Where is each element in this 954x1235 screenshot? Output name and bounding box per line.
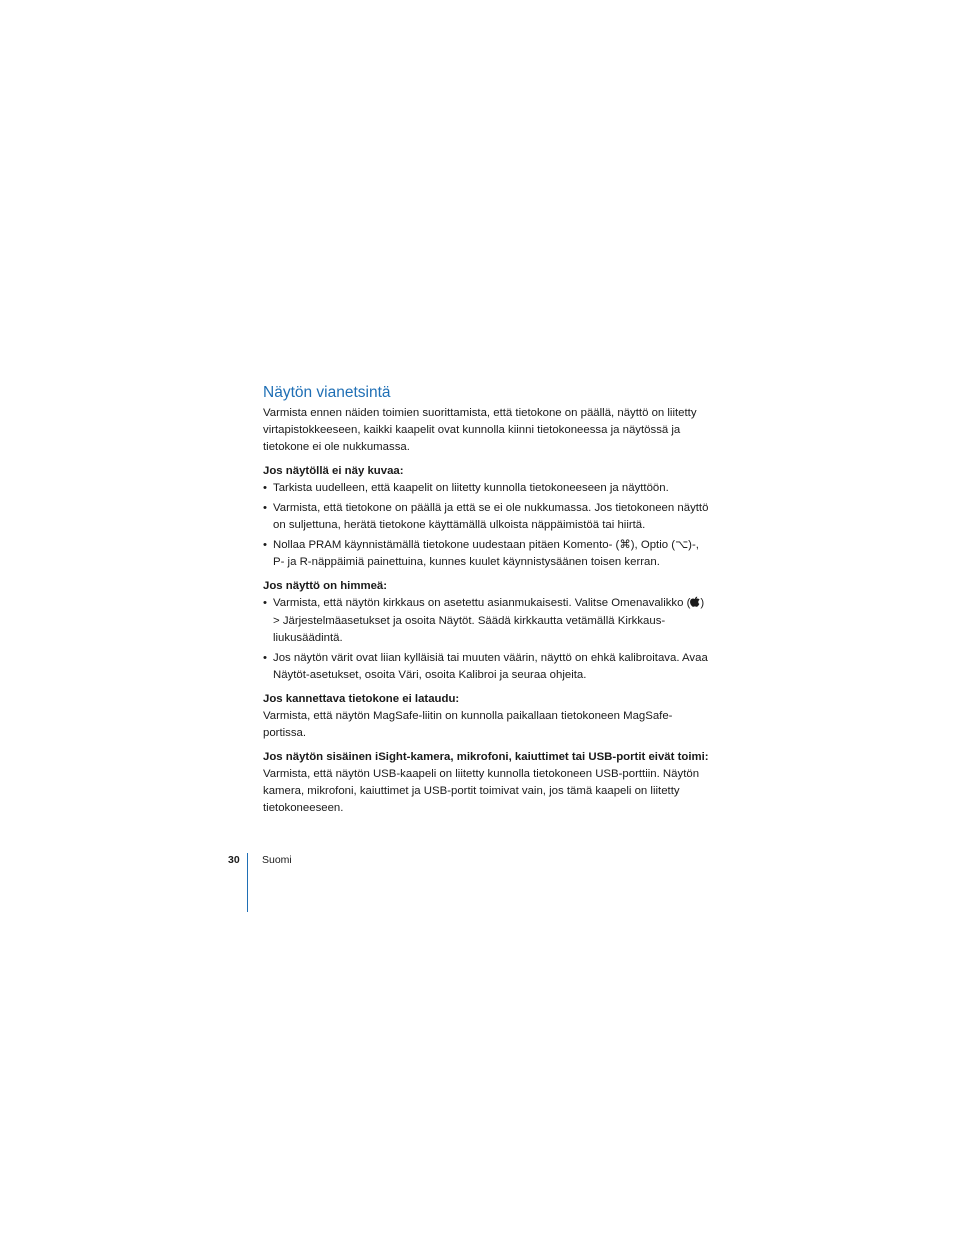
- list-item-text: Varmista, että tietokone on päällä ja että se ei ole nukkumassa. Jos tietokoneen näyttö on suljettuna, herätä tietokone käyttämällä ulkoista näppäimistöä tai hiirtä.: [273, 502, 709, 531]
- isight-heading: Jos näytön sisäinen iSight-kamera, mikrofoni, kaiuttimet tai USB-portit eivät toimi:: [263, 751, 709, 763]
- list-item-text: Tarkista uudelleen, että kaapelit on liitetty kunnolla tietokoneeseen ja näyttöön.: [273, 482, 669, 494]
- footer-divider: [247, 853, 248, 912]
- list-item-text: Varmista, että näytön kirkkaus on asetettu asianmukaisesti. Valitse Omenavalikko (: [273, 597, 691, 609]
- isight-paragraph: Varmista, että näytön USB-kaapeli on liitetty kunnolla tietokoneen USB-porttiin. Näytön kamera, mikrofoni, kaiuttimet ja USB-portit toimivat vain, jos tämä kaapeli on liitetty tietokoneeseen.: [263, 768, 700, 814]
- bullet-icon: •: [263, 597, 267, 609]
- list-item: [263, 537, 709, 571]
- page-content: [263, 383, 709, 824]
- dim-list: [263, 595, 709, 684]
- list-item-text: Jos näytön värit ovat liian kylläisiä tai muuten väärin, näyttö on ehkä kalibroitava. Avaa Näytöt-asetukset, osoita Väri, osoita Kalibroi ja seuraa ohjeita.: [273, 652, 708, 681]
- laptop-paragraph: Varmista, että näytön MagSafe-liitin on kunnolla paikallaan tietokoneen MagSafe-portissa.: [263, 710, 673, 739]
- bullet-icon: •: [263, 652, 267, 664]
- laptop-heading: Jos kannettava tietokone ei lataudu:: [263, 693, 460, 705]
- no-image-heading: Jos näytöllä ei näy kuvaa:: [263, 465, 404, 477]
- list-item: [263, 480, 709, 497]
- list-item: [263, 500, 709, 534]
- page-number: 30: [228, 854, 240, 866]
- bullet-icon: •: [263, 539, 267, 551]
- apple-menu-icon: [690, 596, 700, 613]
- intro-paragraph: Varmista ennen näiden toimien suorittamista, että tietokone on päällä, näyttö on liitetty virtapistokkeeseen, kaikki kaapelit ovat kunnolla kiinni tietokoneessa ja näytössä ja tietokone ei ole nukkumassa.: [263, 407, 697, 453]
- list-item: [263, 650, 709, 684]
- list-item-text: ) > Järjestelmäasetukset ja osoita Näytöt. Säädä kirkkautta vetämällä Kirkkaus-liukusäädintä.: [273, 597, 705, 644]
- bullet-icon: •: [263, 482, 267, 494]
- list-item-text: Nollaa PRAM käynnistämällä tietokone uudestaan pitäen Komento- (⌘), Optio (⌥)-, P- ja R-näppäimiä painettuina, kunnes kuulet käynnistysäänen toisen kerran.: [273, 539, 699, 568]
- no-image-list: [263, 480, 709, 571]
- list-item: [263, 595, 709, 647]
- bullet-icon: •: [263, 502, 267, 514]
- footer-label: Suomi: [262, 854, 292, 866]
- section-title: Näytön vianetsintä: [263, 384, 391, 401]
- dim-heading: Jos näyttö on himmeä:: [263, 580, 388, 592]
